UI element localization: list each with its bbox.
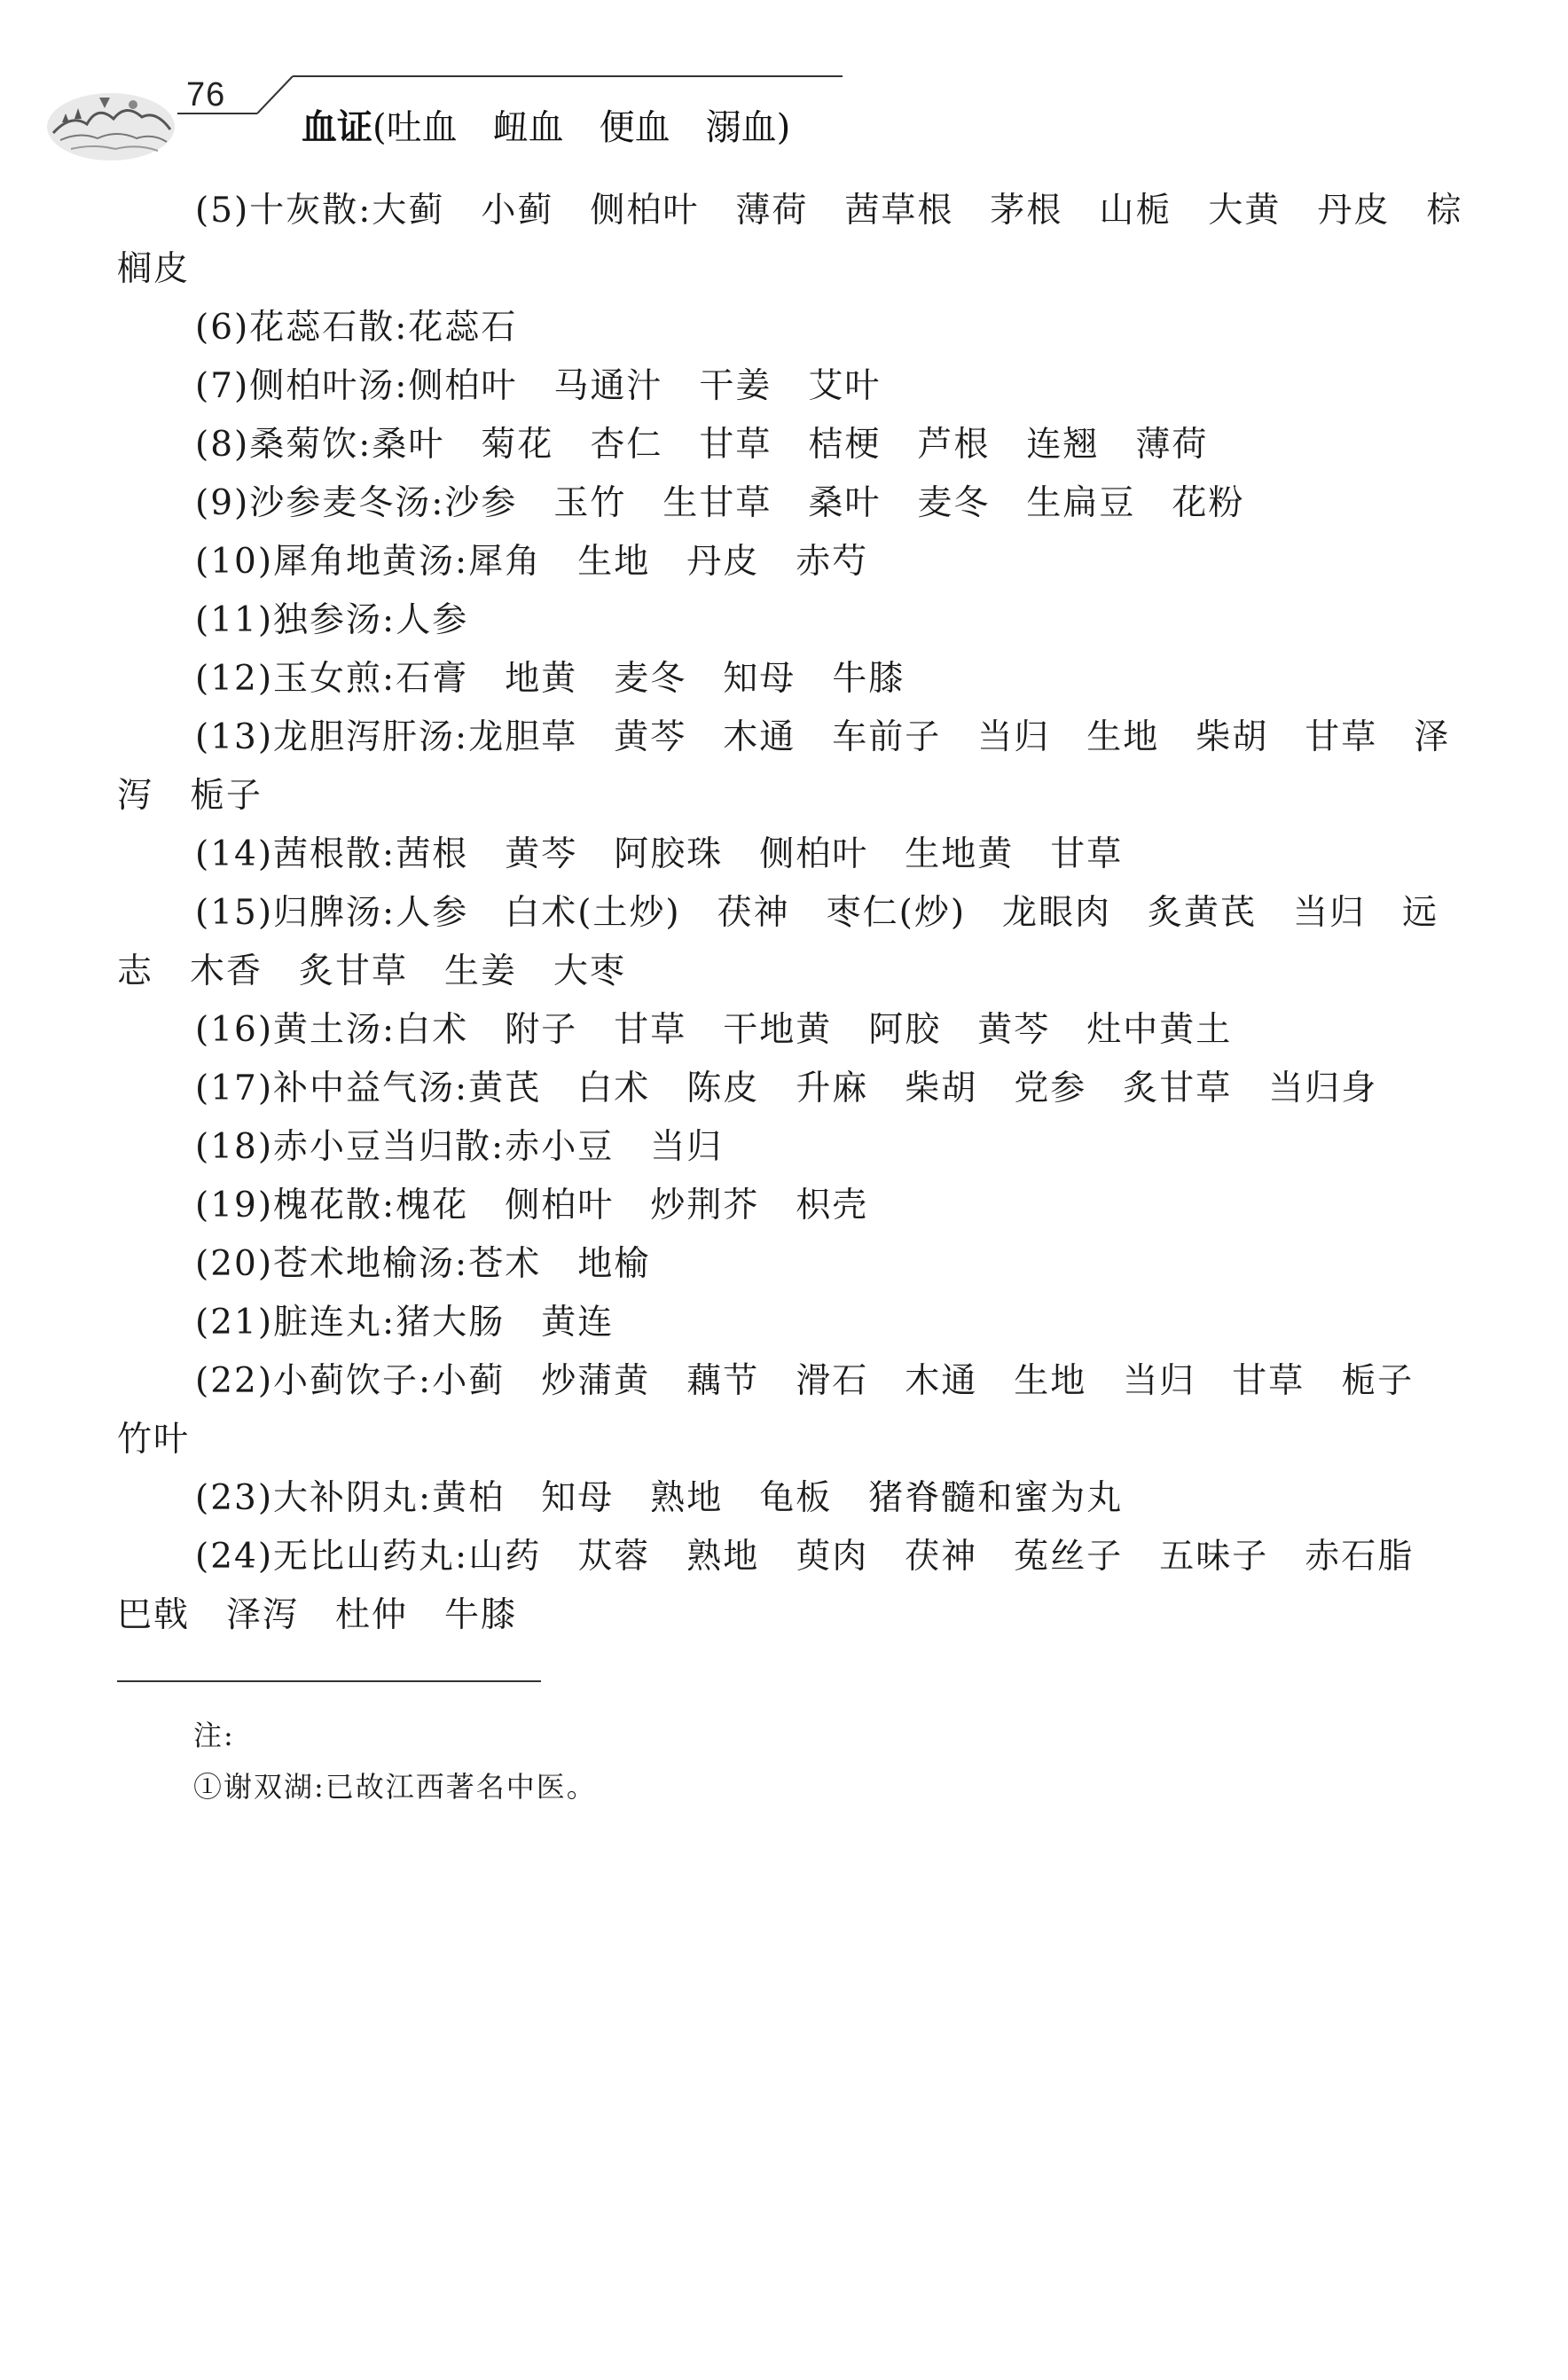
formula-entry-18: (18)赤小豆当归散:赤小豆 当归 bbox=[195, 1127, 724, 1167]
formula-entry-10: (10)犀角地黄汤:犀角 生地 丹皮 赤芍 bbox=[195, 542, 869, 582]
chapter-title bbox=[302, 99, 790, 150]
formula-entry-12: (12)玉女煎:石膏 地黄 麦冬 知母 牛膝 bbox=[195, 659, 906, 699]
formula-entry-11: (11)独参汤:人参 bbox=[195, 600, 469, 640]
formula-entry-7: (7)侧柏叶汤:侧柏叶 马通汁 干姜 艾叶 bbox=[195, 366, 882, 406]
formula-entry-15: (15)归脾汤:人参 白术(土炒) 茯神 枣仁(炒) 龙眼肉 炙黄芪 当归 远志 木香 炙甘草 生姜 大枣 bbox=[117, 893, 1439, 991]
formula-entry-14: (14)茜根散:茜根 黄芩 阿胶珠 侧柏叶 生地黄 甘草 bbox=[195, 834, 1124, 874]
running-header bbox=[44, 62, 1517, 177]
formula-entry-19: (19)槐花散:槐花 侧柏叶 炒荆芥 枳壳 bbox=[195, 1186, 869, 1225]
formula-entry-20: (20)苍术地榆汤:苍术 地榆 bbox=[195, 1244, 651, 1284]
chapter-title-main: 血证 bbox=[302, 106, 372, 148]
formula-entry-23: (23)大补阴丸:黄柏 知母 熟地 龟板 猪脊髓和蜜为丸 bbox=[195, 1478, 1124, 1518]
formula-entry-9: (9)沙参麦冬汤:沙参 玉竹 生甘草 桑叶 麦冬 生扁豆 花粉 bbox=[195, 483, 1245, 523]
footnote-divider bbox=[117, 1680, 541, 1682]
formula-entry-17: (17)补中益气汤:黄芪 白术 陈皮 升麻 柴胡 党参 炙甘草 当归身 bbox=[195, 1069, 1378, 1108]
page-number: 76 bbox=[186, 76, 226, 114]
formula-entry-5: (5)十灰散:大蓟 小蓟 侧柏叶 薄荷 茜草根 茅根 山栀 大黄 丹皮 棕榈皮 bbox=[117, 191, 1463, 289]
formula-entry-8: (8)桑菊饮:桑叶 菊花 杏仁 甘草 桔梗 芦根 连翘 薄荷 bbox=[195, 425, 1209, 465]
formula-entry-22: (22)小蓟饮子:小蓟 炒蒲黄 藕节 滑石 木通 生地 当归 甘草 栀子 竹叶 bbox=[117, 1361, 1451, 1460]
formula-list bbox=[117, 182, 1465, 1645]
formula-entry-16: (16)黄土汤:白术 附子 甘草 干地黄 阿胶 黄芩 灶中黄土 bbox=[195, 1010, 1233, 1050]
formula-entry-24: (24)无比山药丸:山药 苁蓉 熟地 萸肉 茯神 菟丝子 五味子 赤石脂 巴戟 泽泻 杜仲 牛膝 bbox=[117, 1537, 1451, 1635]
chapter-title-sub: (吐血 衄血 便血 溺血) bbox=[372, 107, 791, 148]
formula-entry-13: (13)龙胆泻肝汤:龙胆草 黄芩 木通 车前子 当归 生地 柴胡 甘草 泽泻 栀子 bbox=[117, 717, 1451, 816]
footnote-label: 注: bbox=[193, 1718, 235, 1752]
footnote-item-1: ①谢双湖:已故江西著名中医。 bbox=[193, 1770, 597, 1804]
formula-entry-6: (6)花蕊石散:花蕊石 bbox=[195, 308, 518, 348]
formula-entry-21: (21)脏连丸:猪大肠 黄连 bbox=[195, 1303, 615, 1343]
footnotes bbox=[193, 1710, 597, 1812]
